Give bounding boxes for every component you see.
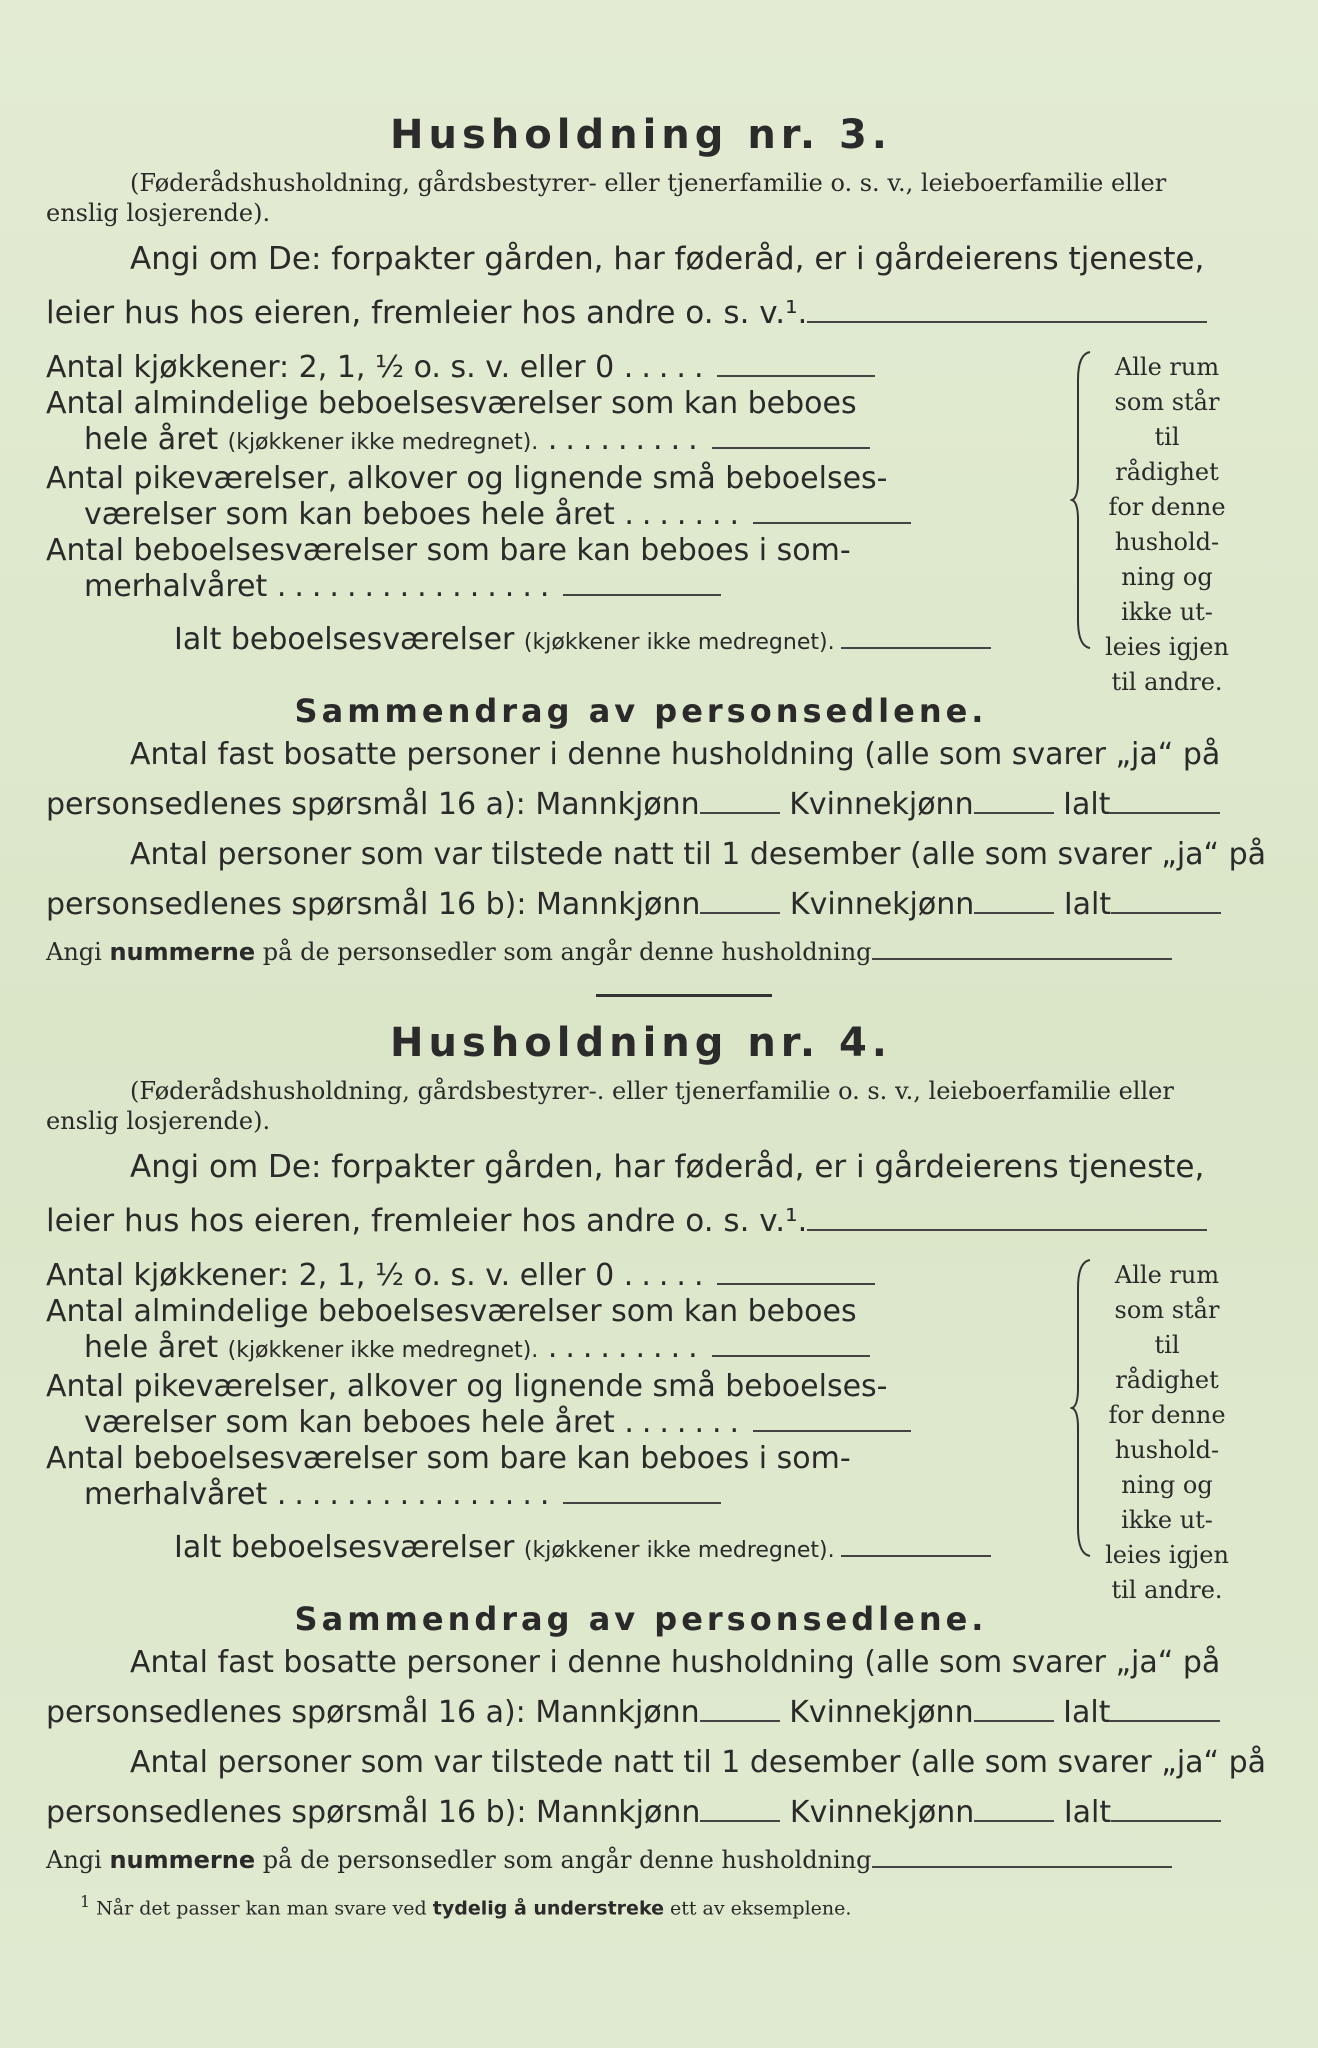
household-3-ordinary-rooms-field[interactable] (712, 447, 870, 449)
household-4-angi-line2: leier hus hos eieren, fremleier hos andre o. s. v.¹. (46, 1203, 808, 1239)
household-4-numbers-field[interactable] (872, 1862, 1172, 1868)
household-3-maid-rooms-field[interactable] (753, 522, 911, 524)
household-3-ordinary-rooms-2: hele året (84, 422, 219, 457)
household-4-resident-total-field[interactable] (1110, 1716, 1220, 1722)
footnote: $^1$ Når det passer kan man svare ved tydelig å understreke ett av eksemplene. (80, 1892, 852, 1920)
household-3-present-female-field[interactable] (974, 908, 1054, 914)
household-3-angi-answer-line[interactable] (807, 317, 1207, 323)
household-4-summer-rooms-field[interactable] (563, 1502, 721, 1504)
household-4-kitchens-field[interactable] (717, 1283, 875, 1285)
household-3-resident: Antal fast bosatte personer i denne husholdning (alle som svarer „ja“ på personsedlenes spørsmål 16 a): Mannkjønn Kvinnekjønn Ialt (46, 737, 1221, 822)
household-4-angi-answer-line[interactable] (807, 1225, 1207, 1231)
household-4-maid-rooms-field[interactable] (753, 1430, 911, 1432)
household-4-section (46, 1020, 1267, 1874)
household-4-angi (46, 1140, 1236, 1248)
household-3-summer-rooms-field[interactable] (563, 594, 721, 596)
household-4-summer-rooms-1: Antal beboelsesværelser som bare kan beboes i som- (46, 1441, 851, 1476)
household-4-kitchens: Antal kjøkkener: 2, 1, ½ o. s. v. eller 0 (46, 1258, 615, 1293)
household-3-section (46, 112, 1267, 966)
household-3-maid-rooms-1: Antal pikeværelser, alkover og lignende små beboelses- (46, 461, 888, 496)
household-4-side-note: Alle rum som står til rådighet for denne hushold- ning og ikke ut- leies igjen til andre. (1105, 1261, 1229, 1604)
household-4-type-note: (Føderådshusholdning, gårdsbestyrer-. eller tjenerfamilie o. s. v., leieboerfamilie eller enslig losjerende). (46, 1077, 1174, 1135)
household-3-numbers-field[interactable] (872, 954, 1172, 960)
household-3-type-note: (Føderådshusholdning, gårdsbestyrer- eller tjenerfamilie o. s. v., leieboerfamilie eller enslig losjerende). (46, 169, 1167, 227)
household-3-total-rooms-note: (kjøkkener ikke medregnet). (523, 630, 835, 655)
household-4-rooms: Antal kjøkkener: 2, 1, ½ o. s. v. eller 0 ..... Antal almindelige beboelsesværelser som kan beboes hele året (kjøkkener ikke medregnet). ......... Antal pikeværelser, alkover og lignende små beboelses- værelser som kan beboes hele året ....... Antal beboelsesværelser som bare kan beboes i som- merhalvåret ................ Alle rum som står til rådighet for denne hushold- ning og ikke ut- leies igjen til andre. Ialt beboelsesværelser (kjøkkener ikke medregnet). (46, 1258, 1236, 1588)
household-3-total-rooms-field[interactable] (841, 647, 991, 649)
household-3-rooms: Antal kjøkkener: 2, 1, ½ o. s. v. eller 0 ..... Antal almindelige beboelsesværelser som kan beboes hele året (kjøkkener ikke medregnet). ......... Antal pikeværelser, alkover og lignende små beboelses- værelser som kan beboes hele året ....... Antal beboelsesværelser som bare kan beboes i som- merhalvåret ................ Alle rum som står til rådighet for denne hushold- ning og ikke ut- leies igjen til andre. Ialt beboelsesværelser (kjøkkener ikke medregnet). (46, 350, 1236, 680)
household-4-maid-rooms-2: værelser som kan beboes hele året (84, 1405, 615, 1440)
household-3-summer-rooms-2: merhalvåret (84, 569, 268, 604)
household-4-ordinary-rooms-2: hele året (84, 1330, 219, 1365)
household-3-ordinary-rooms-note: (kjøkkener ikke medregnet). (227, 430, 539, 455)
household-3-summer-rooms-1: Antal beboelsesværelser som bare kan beboes i som- (46, 533, 851, 568)
footnote-mark: 1 (80, 1892, 91, 1911)
household-4-present: Antal personer som var tilstede natt til 1 desember (alle som svarer „ja“ på personsedlenes spørsmål 16 b): Mannkjønn Kvinnekjønn Ialt (46, 1745, 1267, 1830)
household-3-ordinary-rooms-1: Antal almindelige beboelsesværelser som kan beboes (46, 386, 857, 421)
household-4-summary-title: Sammendrag av personsedlene. (294, 1600, 988, 1638)
household-4-ordinary-rooms-1: Antal almindelige beboelsesværelser som kan beboes (46, 1294, 857, 1329)
household-4-angi-line1: Angi om De: forpakter gården, har føderåd, er i gårdeierens tjeneste, (130, 1149, 1205, 1185)
household-4-present-female-field[interactable] (974, 1816, 1054, 1822)
household-4-numbers: Angi nummerne på de personsedler som angår denne husholdning (46, 1846, 1236, 1874)
household-3-total-rooms: Ialt beboelsesværelser (174, 622, 515, 657)
household-3-present-total-field[interactable] (1111, 908, 1221, 914)
household-3-resident-female-field[interactable] (974, 808, 1054, 814)
household-4-present-total-field[interactable] (1111, 1816, 1221, 1822)
section-divider (596, 994, 772, 997)
household-4-present-male-field[interactable] (700, 1816, 780, 1822)
household-3-angi-line2: leier hus hos eieren, fremleier hos andre o. s. v.¹. (46, 295, 808, 331)
household-3-resident-total-field[interactable] (1110, 808, 1220, 814)
household-3-kitchens-field[interactable] (717, 375, 875, 377)
household-4-total-rooms-note: (kjøkkener ikke medregnet). (523, 1538, 835, 1563)
household-3-summary-title: Sammendrag av personsedlene. (294, 692, 988, 730)
household-4-total-rooms-row (174, 1530, 991, 1565)
household-4-total-rooms-field[interactable] (841, 1555, 991, 1557)
household-3-total-rooms-row (174, 622, 991, 657)
household-3-present-male-field[interactable] (700, 908, 780, 914)
household-3-numbers: Angi nummerne på de personsedler som angår denne husholdning (46, 938, 1236, 966)
household-3-maid-rooms-2: værelser som kan beboes hele året (84, 497, 615, 532)
household-4-total-rooms: Ialt beboelsesværelser (174, 1530, 515, 1565)
household-3-title: Husholdning nr. 3. (390, 112, 892, 158)
household-4-brace-icon (1070, 1258, 1094, 1558)
household-4-summer-rooms-2: merhalvåret (84, 1477, 268, 1512)
household-3-kitchens: Antal kjøkkener: 2, 1, ½ o. s. v. eller 0 (46, 350, 615, 385)
household-3-present: Antal personer som var tilstede natt til 1 desember (alle som svarer „ja“ på personsedlenes spørsmål 16 b): Mannkjønn Kvinnekjønn Ialt (46, 837, 1267, 922)
household-4-resident-male-field[interactable] (700, 1716, 780, 1722)
household-3-brace-icon (1070, 350, 1094, 650)
household-4-maid-rooms-1: Antal pikeværelser, alkover og lignende små beboelses- (46, 1369, 888, 1404)
household-3-angi-line1: Angi om De: forpakter gården, har føderåd, er i gårdeierens tjeneste, (130, 241, 1205, 277)
household-4-ordinary-rooms-note: (kjøkkener ikke medregnet). (227, 1338, 539, 1363)
household-3-resident-male-field[interactable] (700, 808, 780, 814)
household-4-resident: Antal fast bosatte personer i denne husholdning (alle som svarer „ja“ på personsedlenes spørsmål 16 a): Mannkjønn Kvinnekjønn Ialt (46, 1645, 1221, 1730)
household-3-angi (46, 232, 1236, 340)
household-3-side-note: Alle rum som står til rådighet for denne hushold- ning og ikke ut- leies igjen til andre. (1105, 353, 1229, 696)
household-4-resident-female-field[interactable] (974, 1716, 1054, 1722)
household-4-ordinary-rooms-field[interactable] (712, 1355, 870, 1357)
household-4-title: Husholdning nr. 4. (390, 1020, 892, 1066)
